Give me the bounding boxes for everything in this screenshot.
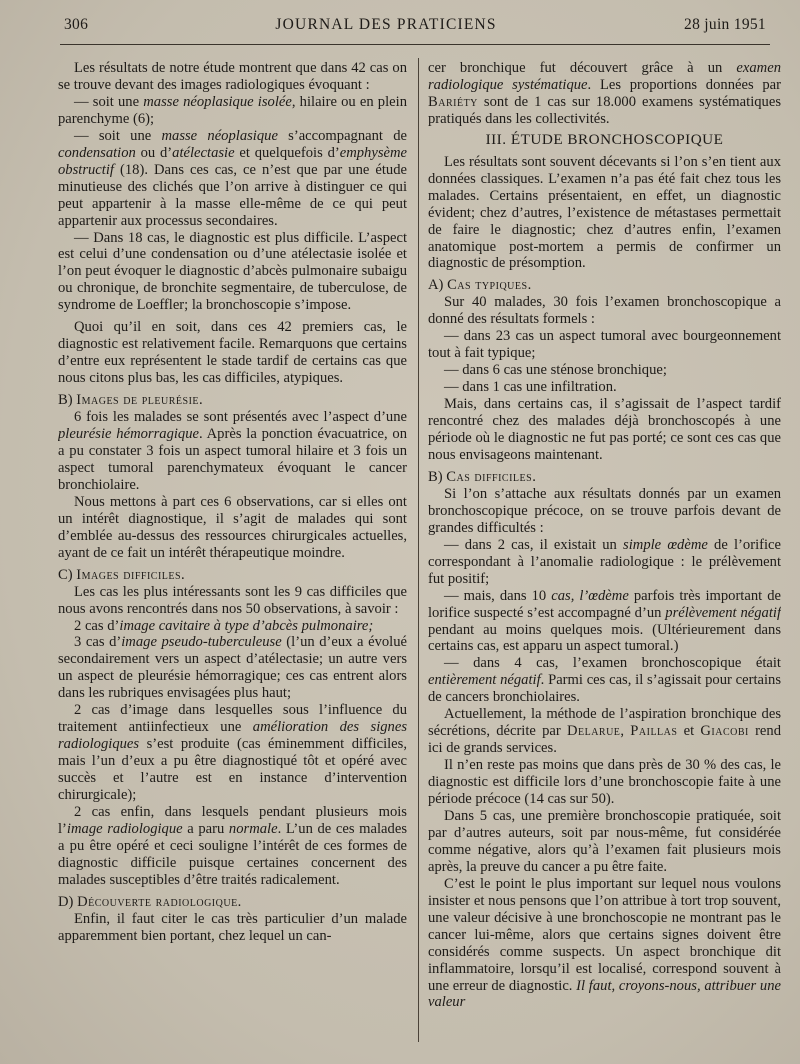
journal-title: JOURNAL DES PRATICIENS xyxy=(275,16,497,33)
paragraph: — soit une masse néoplasique isolée, hilaire ou en plein parenchyme (6); xyxy=(58,93,407,127)
section-heading: C) Images difficiles. xyxy=(58,566,186,583)
paragraph: Dans 5 cas, une première bronchoscopie pratiquée, soit par d’autres auteurs, soit par nous-même, fut considérée comme négative, alors qu’à l’examen fait plusieurs mois après, la preuve du cancer a pu être faite. xyxy=(428,807,781,875)
paragraph: Les résultats sont souvent décevants si l’on s’en tient aux données classiques. L’examen n’a pas été fait chez tous les malades. Certains présentaient, en effet, un diagnostic évident; chez d’autres, l’existence de métastases permettait de faire le diagnostic; chez d’autres enfin, l’examen anatomique post-mortem a permis de confirmer un diagnostic de présomption. xyxy=(428,153,781,272)
paragraph: Les résultats de notre étude montrent que dans 42 cas on se trouve devant des images radiologiques évoquant : xyxy=(58,60,407,93)
paragraph: Mais, dans certains cas, il s’agissait de l’aspect tardif rencontré chez des malades déjà bronchoscopés à une période où le diagnostic ne fut pas porté; ce sont ces cas que nous envisageons maintenant. xyxy=(428,396,781,463)
left-column xyxy=(58,60,407,945)
paragraph: — mais, dans 10 cas, l’œdème parfois très important de lorifice suspecté s’est accompagné d’un prélèvement négatif pendant au moins quelques mois. (Ultérieurement dans certains cas, est apparu un aspect tumoral.) xyxy=(428,587,781,655)
paragraph: Enfin, il faut citer le cas très particulier d’un malade apparemment bien portant, chez lequel un can- xyxy=(58,910,407,944)
right-column xyxy=(428,60,781,1011)
paragraph: Quoi qu’il en soit, dans ces 42 premiers cas, le diagnostic est relativement facile. Remarquons que certains d’entre eux représentent le stade tardif de certains cas que nous citons plus bas, les cas difficiles, atypiques. xyxy=(58,319,407,387)
paragraph: — dans 4 cas, l’examen bronchoscopique était entièrement négatif. Parmi ces cas, il s’agissait pour certains de cancers bronchiolaires. xyxy=(428,655,781,706)
paragraph: C’est le point le plus important sur lequel nous voulons insister et nous pensons que l’on attribue à tort trop souvent, une valeur décisive à une bronchoscopie ne montrant pas le cancer lui-même, alors que certains signes doivent être considérés comme suspects. Un aspect bronchique dit inflammatoire, lorsqu’il est localisé, correspond souvent à une erreur de diagnostic. Il faut, croyons-nous, attribuer une valeur xyxy=(428,875,781,1011)
paragraph: 2 cas d’image cavitaire à type d’abcès pulmonaire; xyxy=(74,617,374,634)
paragraph: Les cas les plus intéressants sont les 9 cas difficiles que nous avons rencontrés dans nos 50 observations, à savoir : xyxy=(58,583,407,617)
paragraph: — Dans 18 cas, le diagnostic est plus difficile. L’aspect est celui d’une condensation ou d’une atélectasie isolée et l’on peut évoquer le diagnostic d’abcès pulmonaire subaigu ou chronique, de bronchite segmentaire, de tuberculose, de syndrome de Loeffler; la bronchoscopie s’impose. xyxy=(58,229,407,314)
paragraph: 2 cas enfin, dans lesquels pendant plusieurs mois l’image radiologique a paru normale. L’un de ces malades a pu être opéré et ceci souligne l’intérêt de ces formes de diagnostic difficile puisque certaines concernent des malades susceptibles d’être traités radicalement. xyxy=(58,803,407,888)
paragraph: 6 fois les malades se sont présentés avec l’aspect d’une pleurésie hémorragique. Après la ponction évacuatrice, on a pu constater 3 fois un aspect tumoral hilaire et 3 fois un aspect tumoral parenchymateux évoquant le cancer bronchiolaire. xyxy=(58,409,407,493)
section-heading: A) Cas typiques. xyxy=(428,277,532,294)
issue-date: 28 juin 1951 xyxy=(684,16,766,33)
paragraph: — dans 2 cas, il existait un simple œdème de l’orifice correspondant à l’anomalie radiologique : le prélèvement fut positif; xyxy=(428,536,781,587)
section-heading: B) Images de pleurésie. xyxy=(58,392,204,409)
paragraph: Il n’en reste pas moins que dans près de 30 % des cas, le diagnostic est difficile lors d’une bronchoscopie faite à une période précoce (14 cas sur 50). xyxy=(428,757,781,808)
paragraph: Si l’on s’attache aux résultats donnés par un examen bronchoscopique précoce, on se trouve parfois devant de grandes difficultés : xyxy=(428,485,781,536)
paragraph: Nous mettons à part ces 6 observations, car si elles ont un intérêt diagnostique, il s’agit de malades qui sont d’emblée au-dessus des ressources chirurgicales actuelles, ayant de ce fait un intérêt thérapeutique moindre. xyxy=(58,493,407,561)
section-heading: D) Découverte radiologique. xyxy=(58,893,242,910)
paragraph: — dans 23 cas un aspect tumoral avec bourgeonnement tout à fait typique; xyxy=(428,328,781,362)
paragraph: — soit une masse néoplasique s’accompagnant de condensation ou d’atélectasie et quelquefois d’emphysème obstructif (18). Dans ces cas, ce n’est que par une étude minutieuse des clichés que l’on arrive à distinguer ce qui peut appartenir à la masse elle-même de ce qui peut appartenir aux processus secondaires. xyxy=(58,127,407,229)
paragraph: — dans 1 cas une infiltration. xyxy=(444,379,617,396)
paragraph: 2 cas d’image dans lesquelles sous l’influence du traitement antiinfectieux une amélioration des signes radiologiques s’est produite (cas éminemment difficiles, mais l’un d’eux a pu être diagnostiqué tôt et opéré avec succès et l’autre est en instance d’intervention chirurgicale); xyxy=(58,702,407,804)
paragraph: cer bronchique fut découvert grâce à un examen radiologique systématique. Les proportions données par Bariéty sont de 1 cas sur 18.000 examens systématiques pratiqués dans les collectivités. xyxy=(428,60,781,127)
paragraph: Sur 40 malades, 30 fois l’examen bronchoscopique a donné des résultats formels : xyxy=(428,294,781,328)
running-header xyxy=(64,16,766,42)
paragraph: 3 cas d’image pseudo-tuberculeuse (l’un d’eux a évolué secondairement vers un aspect d’atélectasie; un autre vers un aspect de pleurésie hémorragique; ces cas entrent alors dans les rubriques envisagées plus haut; xyxy=(58,634,407,702)
header-rule xyxy=(60,44,770,45)
paragraph: — dans 6 cas une sténose bronchique; xyxy=(444,362,667,379)
paragraph: Actuellement, la méthode de l’aspiration bronchique des sécrétions, décrite par Delarue, Paillas et Giacobi rend ici de grands services. xyxy=(428,706,781,757)
section-heading: III. ÉTUDE BRONCHOSCOPIQUE xyxy=(485,130,724,148)
column-divider xyxy=(418,58,419,1042)
page-number: 306 xyxy=(64,16,89,33)
section-heading: B) Cas difficiles. xyxy=(428,468,537,485)
